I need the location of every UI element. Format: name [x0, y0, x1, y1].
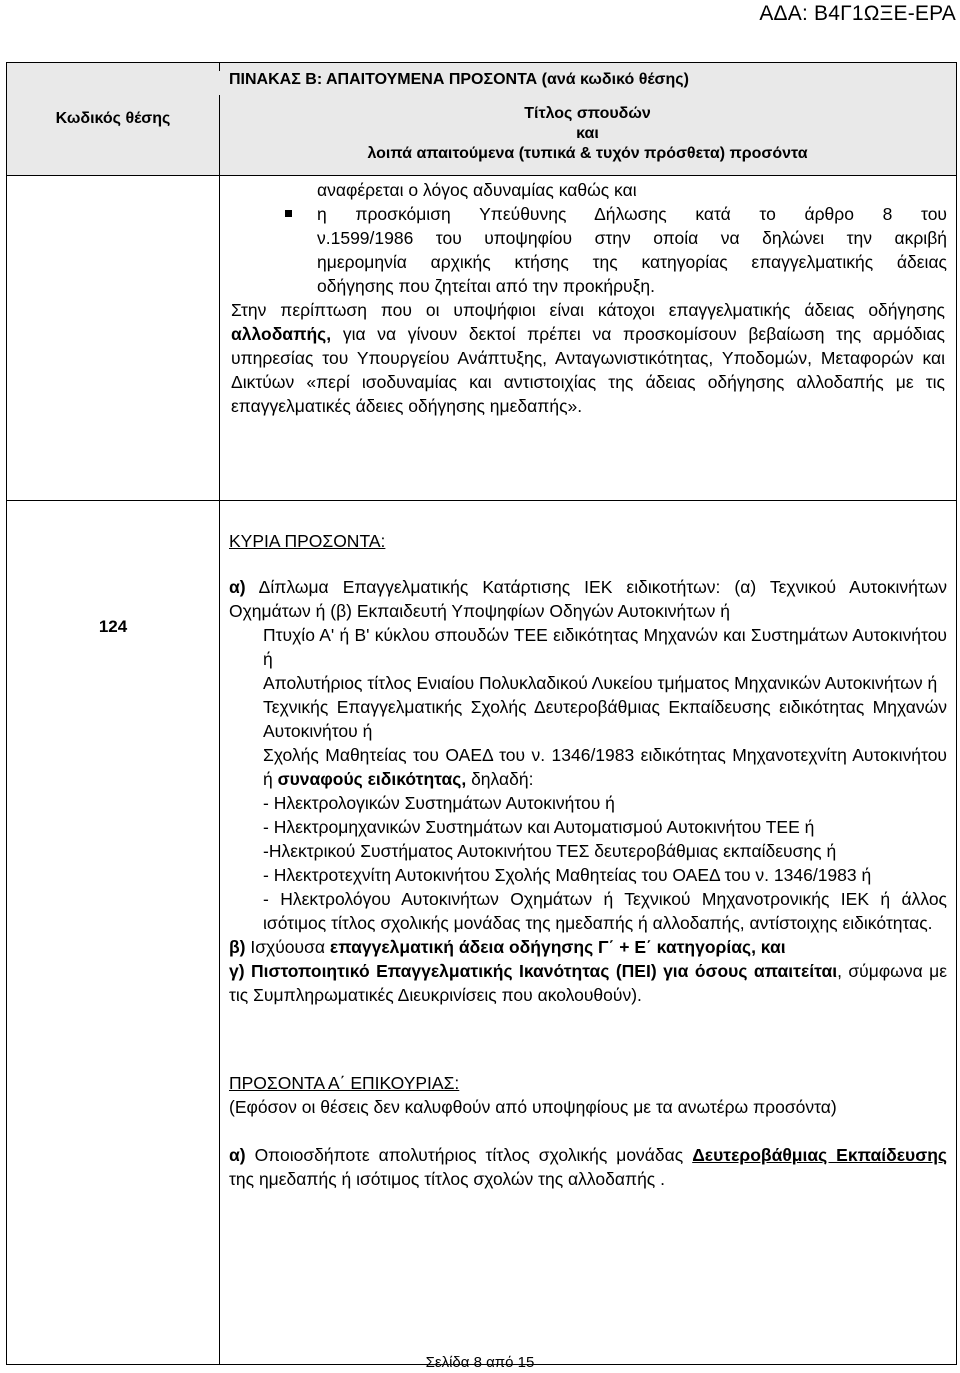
label-a: α) — [229, 1145, 246, 1165]
aux-qual-a — [229, 1143, 947, 1191]
text-part: , σύμφωνα με τις Συμπληρωματικές Διευκρινίσεις που ακολουθούν). — [229, 961, 947, 1005]
row2-content — [229, 529, 947, 1191]
header-code-column: Κωδικός θέσης — [7, 63, 220, 175]
qual-a-alternatives — [229, 623, 947, 935]
bold-underlined-text-part: Δευτεροβάθμιας Εκπαίδευσης — [692, 1145, 948, 1165]
column-divider — [219, 501, 220, 1364]
header-main-line-1: Τίτλος σπουδών — [524, 105, 651, 122]
ada-code: ΑΔΑ: Β4Γ1ΩΞΕ-ΕΡΑ — [759, 2, 956, 25]
related-specialty-2: - Ηλεκτρομηχανικών Συστημάτων και Αυτοματισμού Αυτοκινήτου ΤΕΕ ή — [263, 817, 815, 837]
label-b: β) — [229, 937, 246, 957]
table-title: ΠΙΝΑΚΑΣ Β: ΑΠΑΙΤΟΥΜΕΝΑ ΠΡΟΣΟΝΤΑ (ανά κωδικό θέσης) — [7, 71, 956, 95]
qual-a-text: Δίπλωμα Επαγγελματικής Κατάρτισης ΙΕΚ ειδικοτήτων: (α) Τεχνικού Αυτοκινήτων Οχημάτων ή (β) Εκπαιδευτή Υποψηφίων Οδηγών Αυτοκινήτων ή — [229, 577, 947, 621]
text-part: της ημεδαπής ή ισότιμος τίτλος σχολών της αλλοδαπής . — [229, 1169, 665, 1189]
qual-a4: Τεχνικής Επαγγελματικής Σχολής Δευτεροβάθμιας Εκπαίδευσης ειδικότητας Μηχανών Αυτοκινήτου ή — [263, 697, 947, 741]
row1-line-1: αναφέρεται ο λόγος αδυναμίας καθώς και — [317, 180, 637, 200]
bullet-line-1: η προσκόμιση Υπεύθυνης Δήλωσης κατά το άρθρο 8 του — [317, 204, 947, 224]
bullet-line-3: ημερομηνία αρχικής κτήσης της κατηγορίας επαγγελματικής άδειας — [317, 252, 947, 272]
auxiliary-qualifications-heading: ΠΡΟΣΟΝΤΑ Α΄ ΕΠΙΚΟΥΡΙΑΣ: — [229, 1073, 460, 1093]
bold-text-part: επαγγελματική άδεια οδήγησης Γ΄ + Ε΄ κατηγορίας, και — [329, 937, 786, 957]
position-code: 124 — [98, 617, 128, 636]
bullet-item — [317, 202, 947, 298]
bullet-line-2: ν.1599/1986 του υποψηφίου στην οποία να δηλώνει την ακριβή — [317, 228, 947, 248]
main-qualifications-heading: ΚΥΡΙΑ ΠΡΟΣΟΝΤΑ: — [229, 531, 386, 551]
text-part: Σχολής Μαθητείας του ΟΑΕΔ του ν. 1346/1983 ειδικότητας Μηχανοτεχνίτη Αυτοκινήτου ή — [263, 745, 947, 789]
square-bullet-icon — [285, 210, 292, 217]
table-row-124 — [7, 501, 956, 1364]
text-part: Ισχύουσα — [250, 937, 326, 957]
column-divider — [219, 176, 220, 500]
qual-a5 — [263, 743, 947, 791]
qual-a — [229, 575, 947, 623]
bullet-line-4: οδήγησης που ζητείται από την προκήρυξη. — [317, 276, 656, 296]
foreign-license-paragraph — [231, 298, 945, 418]
label-a: α) — [229, 577, 246, 597]
paragraph-text — [231, 298, 945, 418]
text-part: για να γίνουν δεκτοί πρέπει να προσκομίσουν βεβαίωση της αρμόδιας υπηρεσίας του Υπουργείου Ανάπτυξης, Ανταγωνιστικότητας, Υποδομών, Μεταφορών και Δικτύων «περί ισοδυναμίας και αντιστοιχίας της άδειας οδήγησης αλλοδαπής με τις επαγγελματικές άδειες οδήγησης ημεδαπής». — [231, 324, 945, 416]
text-part: Στην περίπτωση που οι υποψήφιοι είναι κάτοχοι επαγγελματικής άδειας οδήγησης — [231, 300, 945, 320]
text-part: δηλαδή: — [471, 769, 534, 789]
header-main-line-2: και — [576, 125, 599, 142]
page-footer: Σελίδα 8 από 15 — [425, 1354, 535, 1371]
related-specialty-4: - Ηλεκτροτεχνίτη Αυτοκινήτου Σχολής Μαθητείας του ΟΑΕΔ του ν. 1346/1983 ή — [263, 865, 872, 885]
qual-a3: Απολυτήριος τίτλος Ενιαίου Πολυκλαδικού Λυκείου τμήματος Μηχανικών Αυτοκινήτων ή — [263, 673, 938, 693]
requirements-table — [6, 62, 957, 1365]
row1-content — [317, 178, 947, 298]
qual-a2: Πτυχίο Α' ή Β' κύκλου σπουδών ΤΕΕ ειδικότητας Μηχανών και Συστημάτων Αυτοκινήτου ή — [263, 625, 947, 669]
header-main-line-3: λοιπά απαιτούμενα (τυπικά & τυχόν πρόσθετα) προσόντα — [367, 145, 808, 162]
qual-c — [229, 959, 947, 1007]
table-row-continuation — [7, 176, 956, 501]
related-specialty-1: - Ηλεκτρολογικών Συστημάτων Αυτοκινήτου ή — [263, 793, 615, 813]
qual-b — [229, 935, 947, 959]
related-specialty-5: - Ηλεκτρολόγου Αυτοκινήτων Οχημάτων ή Τεχνικού Μηχανοτρονικής ΙΕΚ ή άλλος ισότιμος τίτλος σχολικής μονάδας της ημεδαπής ή αλλοδαπής, αντίστοιχης ειδικότητας. — [263, 889, 947, 933]
bold-text-part: αλλοδαπής, — [231, 324, 332, 344]
text-part: Οποιοσδήποτε απολυτήριος τίτλος σχολικής μονάδας — [254, 1145, 684, 1165]
bold-text-part: γ) Πιστοποιητικό Επαγγελματικής Ικανότητας (ΠΕΙ) για όσους απαιτείται — [229, 961, 838, 981]
auxiliary-note: (Εφόσον οι θέσεις δεν καλυφθούν από υποψηφίους με τα ανωτέρω προσόντα) — [229, 1097, 837, 1117]
related-specialty-3: -Ηλεκτρικού Συστήματος Αυτοκινήτου ΤΕΣ δευτεροβάθμιας εκπαίδευσης ή — [263, 841, 837, 861]
bold-text-part: συναφούς ειδικότητας, — [277, 769, 467, 789]
